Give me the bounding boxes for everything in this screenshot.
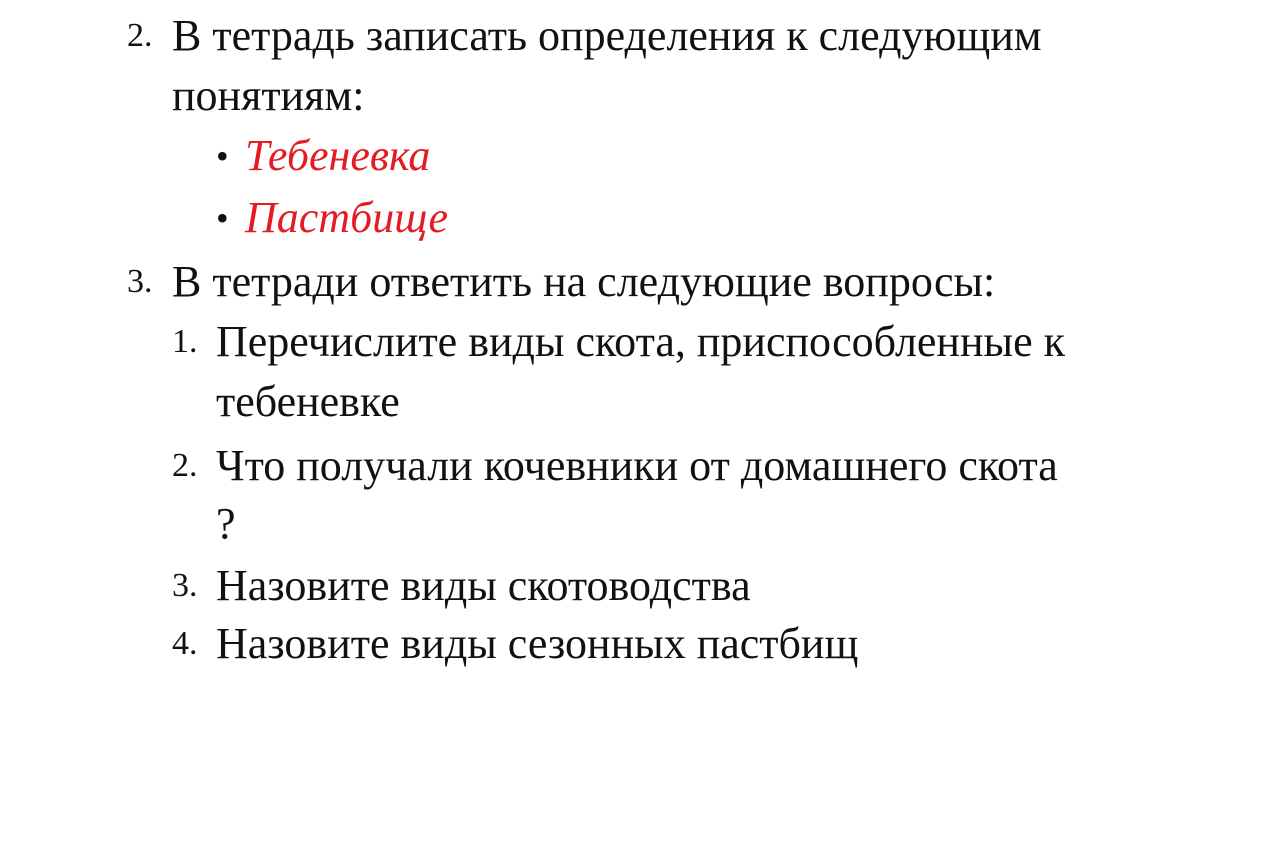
question-text: Назовите виды скотоводства: [216, 561, 751, 610]
question-text-line1: Что получали кочевники от домашнего скота: [216, 441, 1058, 490]
question-text: Назовите виды сезонных пастбищ: [216, 619, 859, 668]
question-number: 3.: [172, 567, 198, 604]
question-text-line1: Перечислите виды скота, приспособленные к: [216, 317, 1065, 366]
list-item-text-line2: понятиям:: [172, 71, 365, 120]
question-number: 4.: [172, 625, 198, 662]
term-text: Пастбище: [245, 193, 449, 242]
question-text-line2: ?: [216, 499, 236, 548]
list-number: 3.: [127, 263, 153, 300]
list-item-text: В тетради ответить на следующие вопросы:: [172, 257, 996, 306]
bullet-icon: •: [216, 136, 229, 176]
clipped-previous-line: [170, 0, 1010, 4]
question-text-line2: тебеневке: [216, 377, 400, 426]
question-number: 1.: [172, 323, 198, 360]
question-number: 2.: [172, 447, 198, 484]
list-item-text-line1: В тетрадь записать определения к следующим: [172, 11, 1042, 60]
term-text: Тебеневка: [245, 131, 431, 180]
bullet-icon: •: [216, 198, 229, 238]
list-number: 2.: [127, 17, 153, 54]
